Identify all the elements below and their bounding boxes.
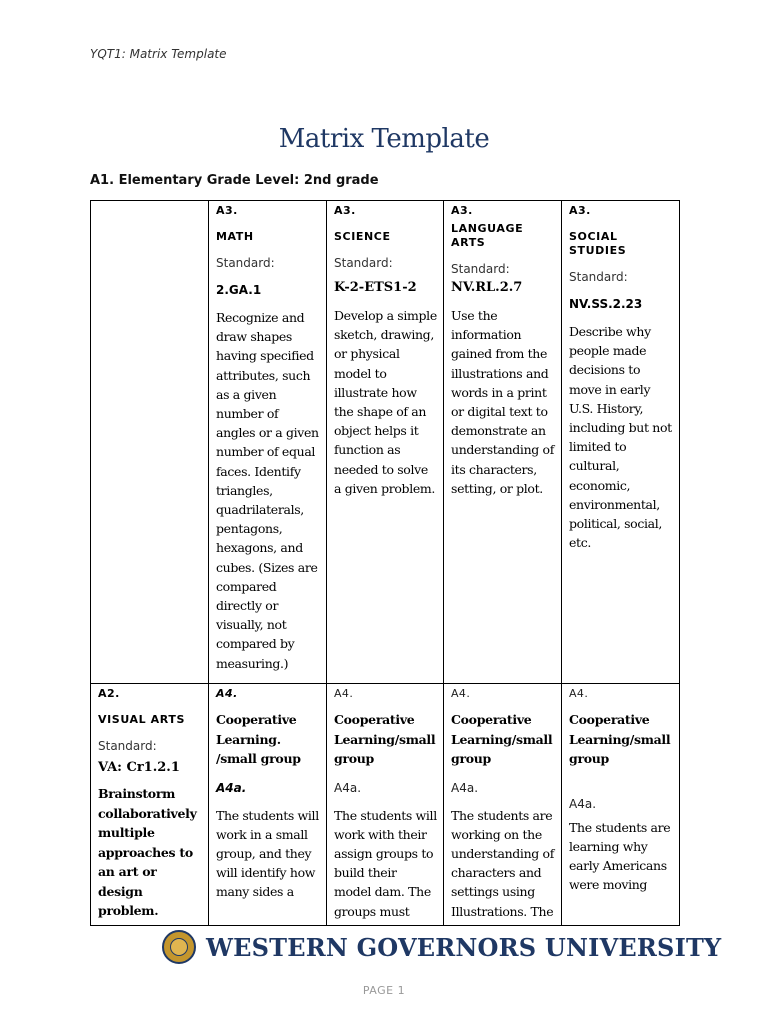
strategy-title: Cooperative Learning/small group xyxy=(334,712,436,766)
standard-description: Brainstorm collaboratively multiple approaches to an art or design problem. xyxy=(98,786,197,918)
strategy-text: The students will work in a small group, and they will identify how many sides a xyxy=(216,807,319,900)
standard-description: Describe why people made decisions to move in early U.S. History, including but not limited to cultural, economic, environmental, political, social, etc. xyxy=(569,324,672,551)
empty-cell xyxy=(91,201,209,684)
university-seal-icon xyxy=(162,930,196,964)
math-standard-cell xyxy=(209,201,327,684)
cell-tag: A3. xyxy=(216,204,238,217)
subject-label-line: STUDIES xyxy=(569,244,627,257)
strategy-title: Cooperative Learning/small group xyxy=(569,712,671,766)
subject-label xyxy=(451,222,555,250)
science-strategy-cell xyxy=(327,684,444,926)
strategy-title: Cooperative Learning/small group xyxy=(451,712,553,766)
math-strategy-cell xyxy=(209,684,327,926)
science-standard-cell xyxy=(327,201,444,684)
standard-description: Recognize and draw shapes having specified attributes, such as a given number of angles or a given number of equal faces. Identify triangles, quadrilaterals, pentagons, hexagons, and cubes. (Sizes are compared directly or visually, not compared by measuring.) xyxy=(216,310,319,671)
subject-label-line: ARTS xyxy=(451,236,486,249)
strategy-text: The students are working on the understanding of characters and settings using Illustrations. The xyxy=(451,807,554,919)
standard-code: 2.GA.1 xyxy=(216,283,262,297)
standard-label: Standard: xyxy=(569,270,628,284)
sub-tag: A4a. xyxy=(334,780,362,795)
subject-label-line: SOCIAL xyxy=(569,230,618,243)
standard-code: NV.SS.2.23 xyxy=(569,297,643,311)
standard-description: Use the information gained from the illustrations and words in a print or digital text to demonstrate an understanding of its characters, setting, or plot. xyxy=(451,308,554,496)
cell-tag: A3. xyxy=(451,204,473,217)
cell-tag: A4. xyxy=(216,687,238,700)
cell-tag: A3. xyxy=(334,204,356,217)
page-title: Matrix Template xyxy=(278,124,490,154)
standard-code: NV.RL.2.7 xyxy=(451,280,523,295)
cell-tag: A2. xyxy=(98,687,120,700)
subject-label xyxy=(569,230,673,258)
subject-label-line: LANGUAGE xyxy=(451,222,524,235)
standard-description: Develop a simple sketch, drawing, or physical model to illustrate how the shape of an object helps it function as needed to solve a given problem. xyxy=(334,308,437,496)
cell-tag: A4. xyxy=(451,687,471,700)
sub-tag: A4a. xyxy=(216,780,247,795)
standard-code: K-2-ETS1-2 xyxy=(334,280,417,295)
sub-tag: A4a. xyxy=(451,780,479,795)
subject-label: SCIENCE xyxy=(334,230,391,243)
standard-label: Standard: xyxy=(451,262,510,276)
cell-tag: A3. xyxy=(569,204,591,217)
page-number: PAGE 1 xyxy=(362,984,406,997)
standard-label: Standard: xyxy=(334,256,393,270)
subject-label: MATH xyxy=(216,230,254,243)
visual-arts-standard-cell xyxy=(91,684,209,926)
strategy-title: Cooperative Learning. /small group xyxy=(216,712,301,766)
standard-label: Standard: xyxy=(98,739,157,753)
cell-tag: A4. xyxy=(334,687,354,700)
language-arts-strategy-cell xyxy=(444,684,562,926)
grade-level-heading: A1. Elementary Grade Level: 2nd grade xyxy=(90,173,379,188)
document-header-note: YQT1: Matrix Template xyxy=(90,47,227,61)
social-studies-strategy-cell xyxy=(562,684,680,926)
table-row xyxy=(91,201,680,684)
social-studies-standard-cell xyxy=(562,201,680,684)
sub-tag: A4a. xyxy=(569,796,597,811)
cell-tag: A4. xyxy=(569,687,589,700)
wgu-logo xyxy=(162,930,722,970)
strategy-text: The students will work with their assign groups to build their model dam. The groups must xyxy=(334,807,437,919)
university-name: WESTERN GOVERNORS UNIVERSITY xyxy=(206,933,722,962)
standard-code: VA: Cr1.2.1 xyxy=(98,760,180,775)
subject-label: VISUAL ARTS xyxy=(98,713,185,726)
strategy-text: The students are learning why early Americans were moving xyxy=(569,819,671,893)
table-row xyxy=(91,684,680,926)
standard-label: Standard: xyxy=(216,256,275,270)
language-arts-standard-cell xyxy=(444,201,562,684)
matrix-table xyxy=(90,200,680,926)
